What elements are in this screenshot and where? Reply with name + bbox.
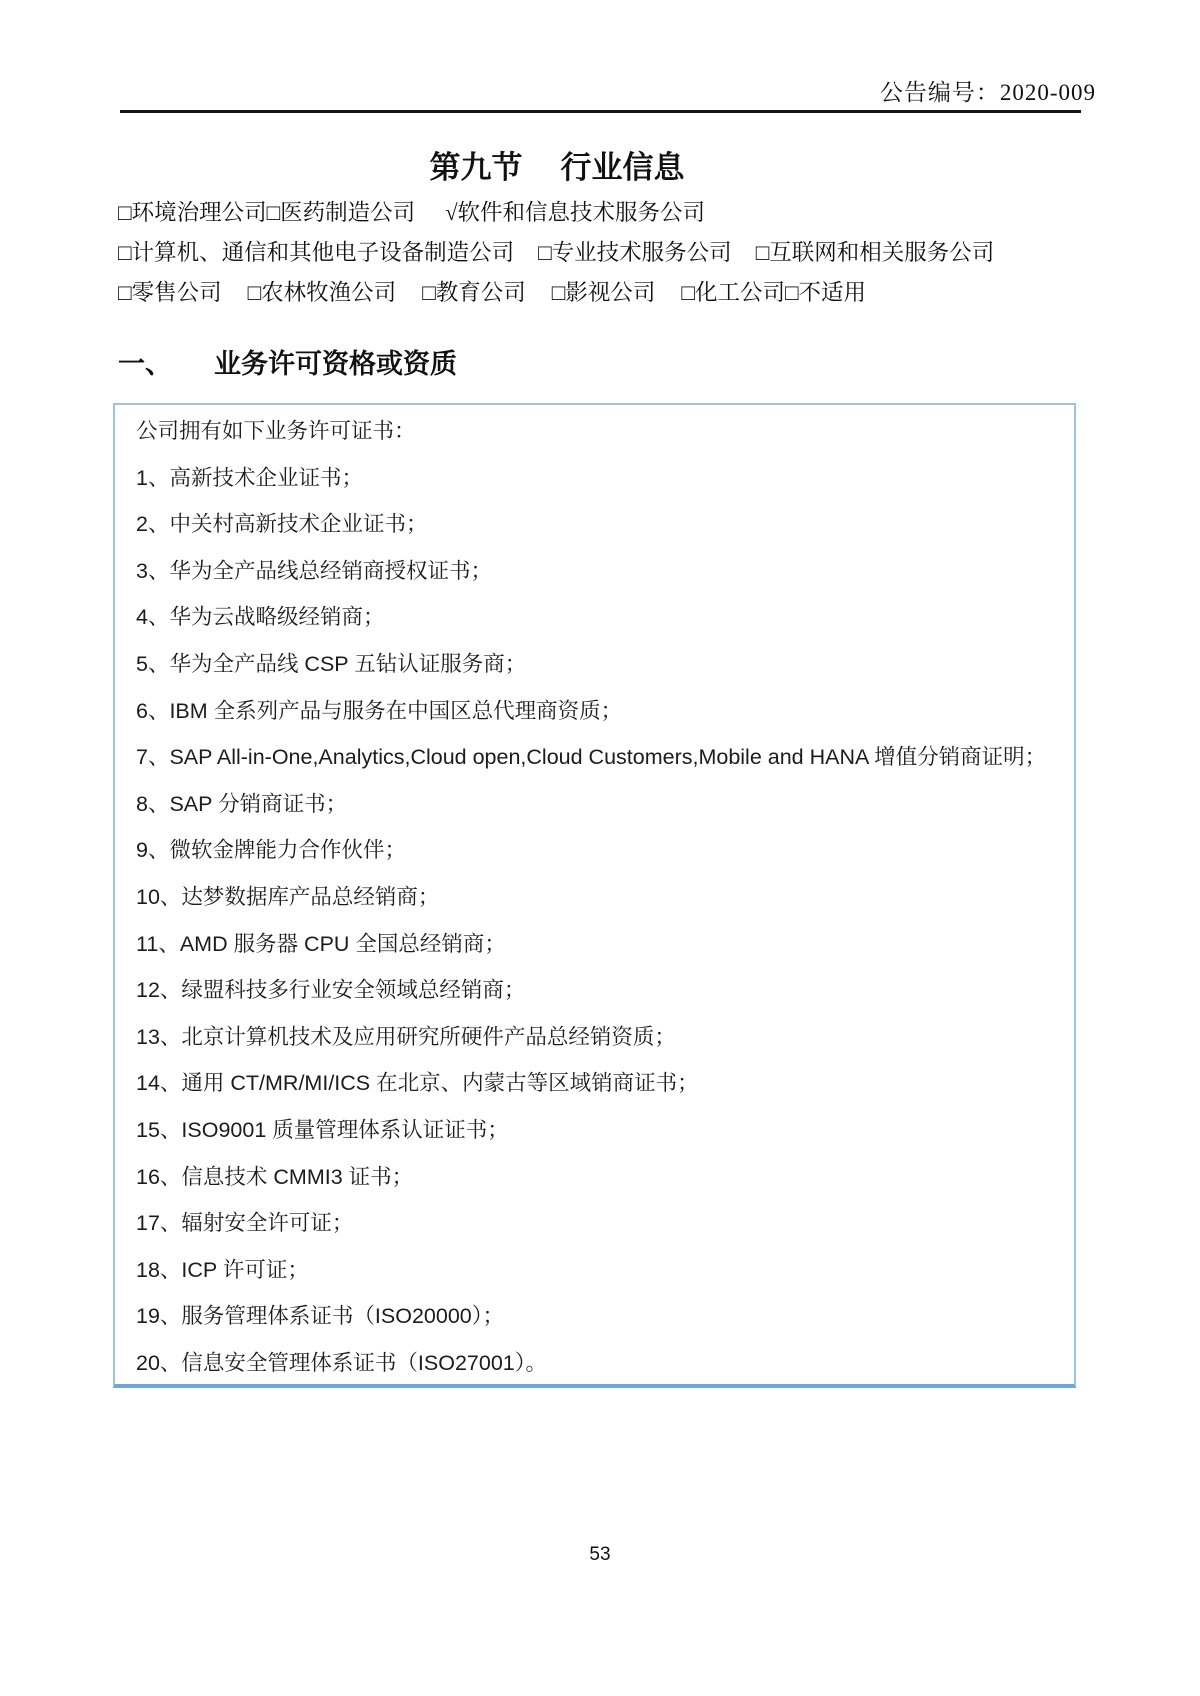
page-number: 53 — [589, 1544, 611, 1565]
license-item-20: 20、信息安全管理体系证书（ISO27001）。 — [136, 1350, 547, 1375]
section-title: 业务许可资格或资质 — [214, 349, 457, 379]
industry-option: □农林牧渔公司 — [247, 280, 397, 305]
license-item-4: 4、华为云战略级经销商； — [136, 605, 385, 630]
license-item-14: 14、通用 CT/MR/MI/ICS 在北京、内蒙古等区域销商证书； — [136, 1071, 699, 1096]
license-item-3: 3、华为全产品线总经销商授权证书； — [136, 558, 492, 583]
industry-option: □专业技术服务公司 — [538, 240, 732, 265]
business-license-box — [113, 403, 1076, 1388]
industry-option: □互联网和相关服务公司 — [755, 240, 995, 265]
license-item-12: 12、绿盟科技多行业安全领域总经销商； — [136, 978, 526, 1003]
header-divider — [120, 110, 1081, 113]
industry-options-row-1 — [118, 193, 1118, 233]
industry-option: □影视公司 — [551, 280, 656, 305]
license-item-13: 13、北京计算机技术及应用研究所硬件产品总经销资质； — [136, 1024, 676, 1049]
section-heading — [118, 342, 457, 381]
industry-option: □医药制造公司 — [266, 200, 416, 225]
industry-option: □不适用 — [784, 280, 867, 305]
license-item-5: 5、华为全产品线 CSP 五钻认证服务商； — [136, 651, 527, 676]
license-item-11: 11、AMD 服务器 CPU 全国总经销商； — [136, 931, 506, 956]
license-item-18: 18、ICP 许可证； — [136, 1257, 309, 1282]
industry-option: □教育公司 — [422, 280, 526, 305]
industry-option: □化工公司 — [681, 280, 785, 305]
industry-options-row-2 — [118, 233, 1118, 273]
industry-type-options — [118, 193, 1118, 313]
announcement-number: 公告编号：2020-009 — [879, 80, 1096, 105]
license-item-16: 16、信息技术 CMMI3 证书； — [136, 1164, 414, 1189]
page-title-section: 第九节 — [429, 150, 523, 185]
industry-option: □环境治理公司 — [118, 200, 267, 225]
license-item-6: 6、IBM 全系列产品与服务在中国区总代理商资质； — [136, 698, 623, 723]
license-item-10: 10、达梦数据库产品总经销商； — [136, 884, 440, 909]
license-item-1: 1、高新技术企业证书； — [136, 465, 363, 490]
industry-option: □计算机、通信和其他电子设备制造公司 — [118, 240, 515, 265]
industry-options-row-3 — [118, 273, 1118, 313]
license-item-7: 7、SAP All-in-One,Analytics,Cloud open,Cloud Customers,Mobile and HANA 增值分销商证明； — [136, 745, 1047, 770]
section-number: 一、 — [118, 349, 172, 379]
license-item-19: 19、服务管理体系证书（ISO20000）； — [136, 1304, 504, 1329]
page-title-text: 行业信息 — [560, 150, 685, 185]
license-item-15: 15、ISO9001 质量管理体系认证证书； — [136, 1117, 509, 1142]
license-box-intro: 公司拥有如下业务许可证书： — [136, 419, 416, 443]
industry-option-checked: √软件和信息技术服务公司 — [445, 200, 706, 225]
license-item-9: 9、微软金牌能力合作伙伴； — [136, 838, 406, 863]
license-item-17: 17、辐射安全许可证； — [136, 1211, 354, 1236]
page-title — [0, 142, 1114, 187]
industry-option: □零售公司 — [118, 280, 222, 305]
license-item-2: 2、中关村高新技术企业证书； — [136, 512, 428, 537]
license-item-8: 8、SAP 分销商证书； — [136, 791, 348, 816]
